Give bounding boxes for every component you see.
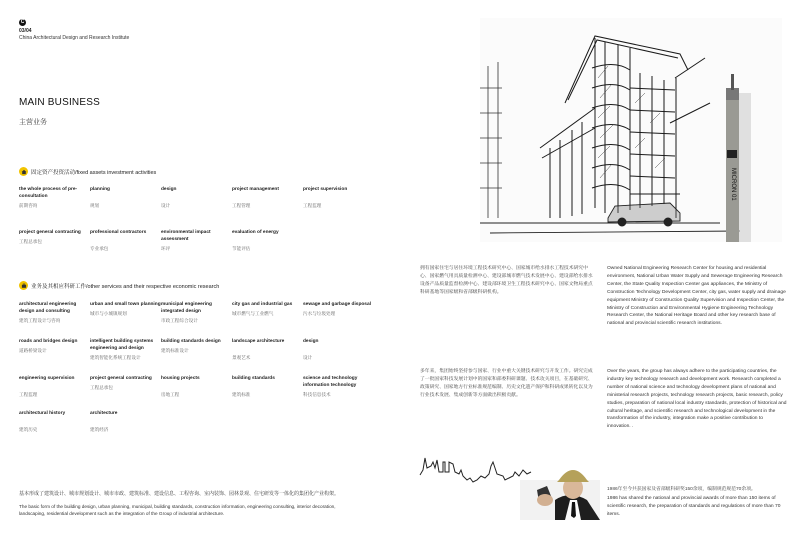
section-fixed-assets-heading — [19, 167, 156, 176]
business-item: design 设计 — [161, 187, 177, 208]
rd-history-en: Over the years, the group has always adhere to the participating countries, the industry key technology research and development work. Research completed a number of national science and technology development plans of national and ministerial research projects, technology research projects, basic research, policy studies, preparation of national local industry standards, protection of historical and cultural heritage, and scientific research and technological development in the transformation of the industry, integration make a positive contribution to innovation. . — [607, 369, 787, 430]
home-icon — [19, 167, 28, 176]
pen-brand-text: MICRON 01 — [730, 168, 736, 201]
business-item: building standards 建筑标准 — [232, 376, 275, 397]
business-item: intelligent building systems engineering and design 建筑智能化系统工程设计 — [90, 339, 154, 360]
business-item: project management 工程管理 — [232, 187, 279, 208]
business-item: science and technology information technology 科技信息技术 — [303, 376, 358, 397]
briefcase-icon — [19, 281, 28, 290]
section-title: 业务及其相应科研工作/other services and their respective economic research — [31, 283, 220, 290]
architectural-sketch-image — [480, 18, 782, 242]
business-item: project general contracting 工程总承包 — [90, 376, 152, 390]
rd-history-cn: 多年来，集团始终坚持参与国家、行业中重大关键技术研究与开发工作。研究完成了一批国家科技发展计划中的国家和部委科研课题、技术攻关项目，在基础研究、政策研究、国家地方行业标准规范编制、历史文化遗产保护和科研成果转化以及为行业技术发展、集成创新等方面做出积极贡献。 — [420, 369, 593, 398]
page-title: MAIN BUSINESS — [19, 97, 100, 108]
business-item: city gas and industrial gas 城市燃气与工业燃气 — [232, 302, 293, 316]
business-item: sewage and garbage disposal 污水与垃圾处理 — [303, 302, 371, 316]
business-item: municipal engineering integrated design 市政工程综合设计 — [161, 302, 212, 323]
other-services-grid — [19, 301, 374, 445]
business-item: the whole process of pre-consultation 前期咨询 — [19, 187, 78, 208]
institute-name: China Architectural Design and Research Institute — [19, 35, 130, 41]
skyline-icon — [415, 450, 605, 520]
section-other-services-heading — [19, 281, 219, 290]
summary-en: The basic form of the building design, urban planning, municipal, building standards, construction information, engineering consulting, interior decoration, landscaping, residential development such as the integration of the Group of industrial architecture. — [19, 504, 336, 516]
page-number: 03/04 — [19, 28, 32, 34]
business-item: building standards design 建筑标准设计 — [161, 339, 221, 353]
business-item: architectural history 建筑历史 — [19, 411, 66, 432]
awards-cn: 1986年至今共获国家及省部级科研奖150余项，编制规范规范70余项。 — [607, 487, 756, 492]
business-item: architecture 建筑经济 — [90, 411, 118, 432]
business-item: professional contractors 专业承包 — [90, 230, 147, 251]
business-item: roads and bridges design 道路桥梁设计 — [19, 339, 78, 353]
research-centers-cn: 拥有国家住宅与居住环境工程技术研究中心、国家城市给水排水工程技术研究中心、国家燃气用具质量检测中心、建设部城市燃气技术发展中心、建设部给水排水设备产品质量监督检测中心、建设部环境卫生工程技术研究中心、国家文物局重点科研基地等国家级和省部级科研机构。 — [420, 266, 593, 295]
business-item: landscape architecture 景观艺术 — [232, 339, 285, 360]
page-subtitle-cn: 主营业务 — [19, 119, 47, 126]
business-item: environmental impact assessment 环评 — [161, 230, 211, 251]
business-item: architectural engineering design and consulting 建筑工程设计与咨询 — [19, 302, 77, 323]
business-item: design 设计 — [303, 339, 319, 360]
business-item: housing projects 房地工程 — [161, 376, 200, 397]
skyline-engineer-image — [415, 450, 605, 520]
building-sketch-icon — [480, 18, 782, 242]
business-item: urban and small town planning 城市与小城镇规划 — [90, 302, 161, 316]
research-centers-en: Owned National Engineering Research Center for housing and residential environment, National Urban Water Supply and Sewerage Engineering Research Center, the State Quality Inspection Center gas appliances, the Ministry of Construction Technology Development Center, city gas, water supply and drainage equipment Ministry of Construction Quality Supervision and Inspection Center, the Ministry of Construction and Environmental Hygiene Engineering Technology Research Center, the National Heritage Board and other key research base of national and provincial scientific research institutions. — [607, 266, 786, 327]
institute-logo: C — [20, 19, 25, 25]
summary-cn: 基本形成了建筑设计、城市规划设计、城市市政、建筑标准、建设信息、工程咨询、室内装饰、园林景观、住宅研发等一体化的集团化产业构架。 — [19, 491, 340, 497]
fixed-assets-grid — [19, 186, 374, 272]
business-item: project general contracting 工程总承包 — [19, 230, 81, 244]
business-item: engineering supervision 工程监理 — [19, 376, 75, 397]
business-item: planning 规划 — [90, 187, 110, 208]
business-item: project supervision 工程监理 — [303, 187, 348, 208]
section-title: 固定资产投资活动/fixed assets investment activities — [31, 169, 157, 176]
awards-en: 1986 has shared the national and provincial awards of more than 150 items of scientific research, the preparation of standards and regulations of more than 70 items. — [607, 496, 781, 517]
business-item: evaluation of energy 节能评估 — [232, 230, 279, 251]
